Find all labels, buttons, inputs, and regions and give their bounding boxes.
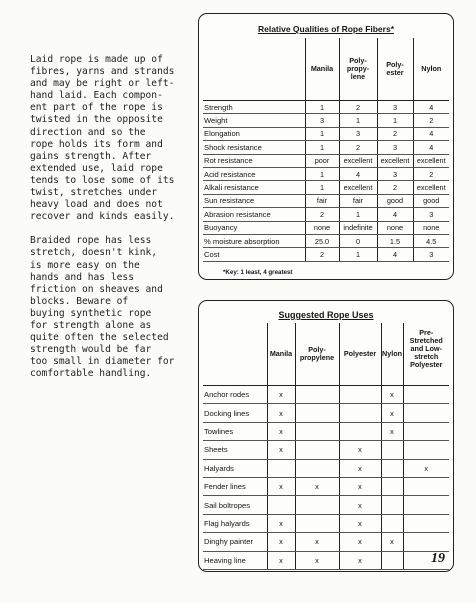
table-cell: 1 bbox=[377, 114, 413, 127]
table-cell: 2 bbox=[377, 127, 413, 140]
row-label: Towlines bbox=[203, 422, 267, 440]
table-row bbox=[203, 514, 449, 532]
column-header: Poly- propylene bbox=[295, 323, 339, 386]
table-row bbox=[203, 101, 449, 114]
table-cell bbox=[403, 496, 449, 514]
row-label: Elongation bbox=[203, 127, 305, 140]
table-cell: fair bbox=[305, 194, 339, 207]
table-cell: none bbox=[377, 221, 413, 234]
table-cell: 0 bbox=[339, 234, 377, 247]
table-cell: 4.5 bbox=[413, 234, 449, 247]
table-cell: 4 bbox=[413, 127, 449, 140]
table-row bbox=[203, 459, 449, 477]
column-header: Pre- Stretched and Low- stretch Polyester bbox=[403, 323, 449, 386]
table-cell bbox=[295, 496, 339, 514]
table-cell: x bbox=[267, 477, 295, 495]
row-label: Fender lines bbox=[203, 477, 267, 495]
table-cell bbox=[381, 514, 403, 532]
table-cell: 2 bbox=[413, 167, 449, 180]
table-cell: x bbox=[381, 422, 403, 440]
row-label: Rot resistance bbox=[203, 154, 305, 167]
table-cell: x bbox=[267, 533, 295, 551]
row-label: Cost bbox=[203, 248, 305, 261]
table-row bbox=[203, 551, 449, 569]
table-row bbox=[203, 533, 449, 551]
row-label: Sun resistance bbox=[203, 194, 305, 207]
paragraph-braided-rope: Braided rope has less stretch, doesn't kink, is more easy on the hands and has less friction on sheaves and blocks. Beware of buying synthetic rope for strength alone as quite often the selected strength would be far too small in diameter for comfortable handling. bbox=[30, 235, 175, 380]
row-label: Weight bbox=[203, 114, 305, 127]
table-cell: none bbox=[413, 221, 449, 234]
table-cell: excellent bbox=[413, 181, 449, 194]
table-cell bbox=[403, 533, 449, 551]
table-cell: 4 bbox=[339, 167, 377, 180]
table-row bbox=[203, 477, 449, 495]
table-cell: 2 bbox=[339, 141, 377, 154]
table-cell: fair bbox=[339, 194, 377, 207]
table-cell: excellent bbox=[339, 181, 377, 194]
table-cell: x bbox=[403, 459, 449, 477]
table-cell: x bbox=[339, 477, 381, 495]
table-cell bbox=[339, 422, 381, 440]
table-cell: excellent bbox=[413, 154, 449, 167]
table-row bbox=[203, 114, 449, 127]
row-label: Anchor rodes bbox=[203, 386, 267, 404]
table-cell bbox=[403, 422, 449, 440]
table-row bbox=[203, 404, 449, 422]
table-cell: 3 bbox=[413, 208, 449, 221]
body-text bbox=[30, 54, 196, 392]
table-cell: 2 bbox=[377, 181, 413, 194]
table-cell: x bbox=[295, 533, 339, 551]
table-row bbox=[203, 208, 449, 221]
table-cell: good bbox=[377, 194, 413, 207]
header-corner bbox=[203, 323, 267, 386]
table-cell bbox=[339, 404, 381, 422]
table-cell: 3 bbox=[305, 114, 339, 127]
column-header: Poly- propy- lene bbox=[339, 38, 377, 101]
table-cell bbox=[267, 496, 295, 514]
table-cell: 1 bbox=[339, 208, 377, 221]
table-row bbox=[203, 248, 449, 261]
table-row bbox=[203, 141, 449, 154]
table-cell bbox=[381, 477, 403, 495]
table-row bbox=[203, 167, 449, 180]
table-cell bbox=[295, 514, 339, 532]
qualities-table-title: Relative Qualities of Rope Fibers* bbox=[257, 24, 395, 34]
table-cell: 3 bbox=[377, 167, 413, 180]
table-cell bbox=[295, 459, 339, 477]
table-cell: 4 bbox=[413, 101, 449, 114]
table-cell: 2 bbox=[305, 248, 339, 261]
table-row bbox=[203, 441, 449, 459]
row-label: Heaving line bbox=[203, 551, 267, 569]
table-cell bbox=[295, 441, 339, 459]
row-label: % moisture absorption bbox=[203, 234, 305, 247]
key-note: *Key: 1 least, 4 greatest bbox=[223, 269, 293, 276]
table-row bbox=[203, 154, 449, 167]
table-cell: 1 bbox=[305, 181, 339, 194]
table-row bbox=[203, 386, 449, 404]
table-cell: x bbox=[339, 441, 381, 459]
table-cell: x bbox=[267, 404, 295, 422]
table-cell bbox=[403, 386, 449, 404]
table-row bbox=[203, 194, 449, 207]
table-cell: x bbox=[267, 422, 295, 440]
rope-uses-table bbox=[198, 300, 454, 572]
table-cell: 2 bbox=[305, 208, 339, 221]
table-row bbox=[203, 221, 449, 234]
table-cell: 1 bbox=[305, 127, 339, 140]
row-label: Docking lines bbox=[203, 404, 267, 422]
table-cell: x bbox=[381, 533, 403, 551]
table-cell bbox=[339, 386, 381, 404]
table-row bbox=[203, 234, 449, 247]
column-header: Poly- ester bbox=[377, 38, 413, 101]
column-header: Nylon bbox=[413, 38, 449, 101]
table-cell: x bbox=[267, 514, 295, 532]
table-cell: 2 bbox=[413, 114, 449, 127]
header-corner bbox=[203, 38, 305, 101]
table-cell: x bbox=[381, 386, 403, 404]
table-cell: excellent bbox=[339, 154, 377, 167]
table-cell: excellent bbox=[377, 154, 413, 167]
table-cell: none bbox=[305, 221, 339, 234]
table-cell: 3 bbox=[377, 141, 413, 154]
table-cell: poor bbox=[305, 154, 339, 167]
row-label: Strength bbox=[203, 101, 305, 114]
table-cell: x bbox=[295, 551, 339, 569]
row-label: Alkali resistance bbox=[203, 181, 305, 194]
table-cell: 4 bbox=[377, 248, 413, 261]
table-cell: x bbox=[339, 551, 381, 569]
table-cell: 1 bbox=[305, 101, 339, 114]
table-cell bbox=[403, 477, 449, 495]
table-cell: 3 bbox=[413, 248, 449, 261]
column-header: Manila bbox=[305, 38, 339, 101]
row-label: Dinghy painter bbox=[203, 533, 267, 551]
table-cell bbox=[295, 422, 339, 440]
table-cell: x bbox=[339, 496, 381, 514]
table-cell: x bbox=[339, 533, 381, 551]
table-cell: 2 bbox=[339, 101, 377, 114]
uses-table-title: Suggested Rope Uses bbox=[278, 310, 374, 320]
row-label: Flag halyards bbox=[203, 514, 267, 532]
table-cell: x bbox=[267, 551, 295, 569]
table-cell: 1 bbox=[305, 167, 339, 180]
table-row bbox=[203, 181, 449, 194]
table-cell: 3 bbox=[339, 127, 377, 140]
table-cell: x bbox=[339, 459, 381, 477]
paragraph-laid-rope: Laid rope is made up of fibres, yarns and strands and may be right or left- hand laid. Each compon- ent part of the rope is twisted in the opposite direction and so the rope holds its form and gains strength. After extended use, laid rope tends to lose some of its twist, stretches under heavy load and does not recover and kinds easily. bbox=[30, 54, 175, 223]
rope-qualities-table bbox=[198, 13, 454, 280]
table-cell bbox=[267, 459, 295, 477]
row-label: Sail boltropes bbox=[203, 496, 267, 514]
row-label: Buoyancy bbox=[203, 221, 305, 234]
column-header: Manila bbox=[267, 323, 295, 386]
table-cell: 4 bbox=[413, 141, 449, 154]
table-cell: x bbox=[267, 386, 295, 404]
table-row bbox=[203, 127, 449, 140]
table-cell bbox=[381, 459, 403, 477]
table-cell: 1 bbox=[339, 114, 377, 127]
table-cell: good bbox=[413, 194, 449, 207]
column-header: Nylon bbox=[381, 323, 403, 386]
table-cell: x bbox=[381, 404, 403, 422]
table-row bbox=[203, 422, 449, 440]
table-cell bbox=[381, 441, 403, 459]
page-number: 19 bbox=[431, 551, 445, 566]
table-cell: 1 bbox=[305, 141, 339, 154]
column-header: Polyester bbox=[339, 323, 381, 386]
row-label: Sheets bbox=[203, 441, 267, 459]
table-cell bbox=[295, 386, 339, 404]
row-label: Halyards bbox=[203, 459, 267, 477]
row-label: Acid resistance bbox=[203, 167, 305, 180]
table-cell: 1 bbox=[339, 248, 377, 261]
row-label: Abrasion resistance bbox=[203, 208, 305, 221]
table-cell: x bbox=[267, 441, 295, 459]
table-cell bbox=[381, 551, 403, 569]
table-cell: 3 bbox=[377, 101, 413, 114]
table-cell bbox=[403, 404, 449, 422]
table-cell: 25.0 bbox=[305, 234, 339, 247]
table-cell bbox=[403, 441, 449, 459]
table-cell: indefinite bbox=[339, 221, 377, 234]
table-cell: x bbox=[295, 477, 339, 495]
row-label: Shock resistance bbox=[203, 141, 305, 154]
table-cell: x bbox=[339, 514, 381, 532]
table-cell bbox=[381, 496, 403, 514]
table-cell: 1.5 bbox=[377, 234, 413, 247]
table-row bbox=[203, 496, 449, 514]
table-cell bbox=[403, 514, 449, 532]
table-cell bbox=[295, 404, 339, 422]
table-cell: 4 bbox=[377, 208, 413, 221]
